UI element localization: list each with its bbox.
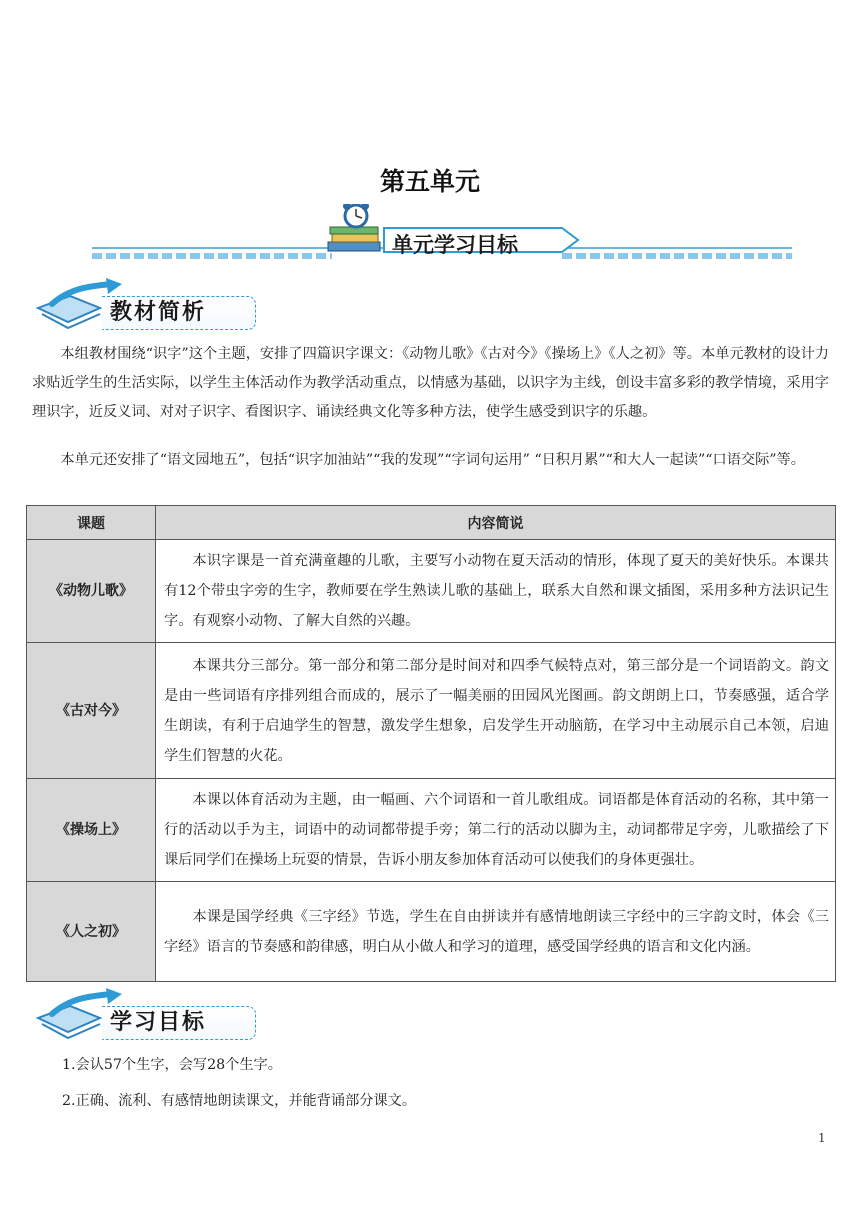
table-row: [27, 643, 836, 779]
table-row-desc: 本课以体育活动为主题，由一幅画、六个词语和一首儿歌组成。词语都是体育活动的名称，其中第一行的活动以手为主，词语中的动词都带提手旁；第二行的活动以脚为主，动词都带足字旁，儿歌描绘了下课后同学们在操场上玩耍的情景，告诉小朋友参加体育活动可以使我们的身体更强壮。: [156, 779, 836, 882]
unit-title: 第五单元: [379, 167, 480, 196]
banner-label: 单元学习目标: [392, 233, 518, 257]
table-row-name: 《操场上》: [27, 779, 156, 882]
intro-paragraph-1: 本组教材围绕“识字”这个主题，安排了四篇识字课文：《动物儿歌》《古对今》《操场上》《人之初》等。本单元教材的设计力求贴近学生的生活实际，以学生主体活动作为教学活动重点，以情感为基础，以识字为主线，创设丰富多彩的教学情境，采用字理识字，近反义词、对对子识字、看图识字、诵读经典文化等多种方法，使学生感受到识字的乐趣。: [32, 346, 829, 420]
page-number: 1: [818, 1131, 826, 1145]
intro-paragraph-2: 本单元还安排了“语文园地五”，包括“识字加油站”“我的发现”“字词句运用” “日积月累”“和大人一起读”“口语交际”等。: [60, 452, 805, 468]
section-goals-title: 学习目标: [110, 1010, 207, 1035]
table-row: [27, 882, 836, 982]
table-row-name: 《古对今》: [27, 643, 156, 779]
table-row: [27, 540, 836, 643]
goal-item: 2.正确、流利、有感情地朗读课文，并能背诵部分课文。: [62, 1093, 417, 1109]
table-header-content: 内容简说: [156, 506, 836, 540]
section-analysis-title: 教材简析: [110, 300, 207, 325]
table-header-topic: 课题: [27, 506, 156, 540]
table-row-name: 《动物儿歌》: [27, 540, 156, 643]
section-goals-head: [30, 1000, 240, 1046]
section-analysis-head: [30, 290, 240, 336]
goal-item: 1.会认57个生字，会写28个生字。: [62, 1057, 282, 1073]
table-row-desc: 本识字课是一首充满童趣的儿歌，主要写小动物在夏天活动的情形，体现了夏天的美好快乐。本课共有12个带虫字旁的生字，教师要在学生熟读儿歌的基础上，联系大自然和课文插图，采用多种方法识记生字。有观察小动物、了解大自然的兴趣。: [156, 540, 836, 643]
table-row: [27, 779, 836, 882]
table-row-name: 《人之初》: [27, 882, 156, 982]
table-header-row: [27, 506, 836, 540]
table-row-desc: 本课是国学经典《三字经》节选，学生在自由拼读并有感情地朗读三字经中的三字韵文时，体会《三字经》语言的节奏感和韵律感，明白从小做人和学习的道理，感受国学经典的语言和文化内涵。: [156, 882, 836, 982]
table-row-desc: 本课共分三部分。第一部分和第二部分是时间对和四季气候特点对，第三部分是一个词语韵文。韵文是由一些词语有序排列组合而成的，展示了一幅美丽的田园风光图画。韵文朗朗上口，节奏感强，适合学生朗读，有利于启迪学生的智慧，激发学生想象，启发学生开动脑筋，在学习中主动展示自己本领，启迪学生们智慧的火花。: [156, 643, 836, 779]
content-table: [26, 505, 836, 982]
